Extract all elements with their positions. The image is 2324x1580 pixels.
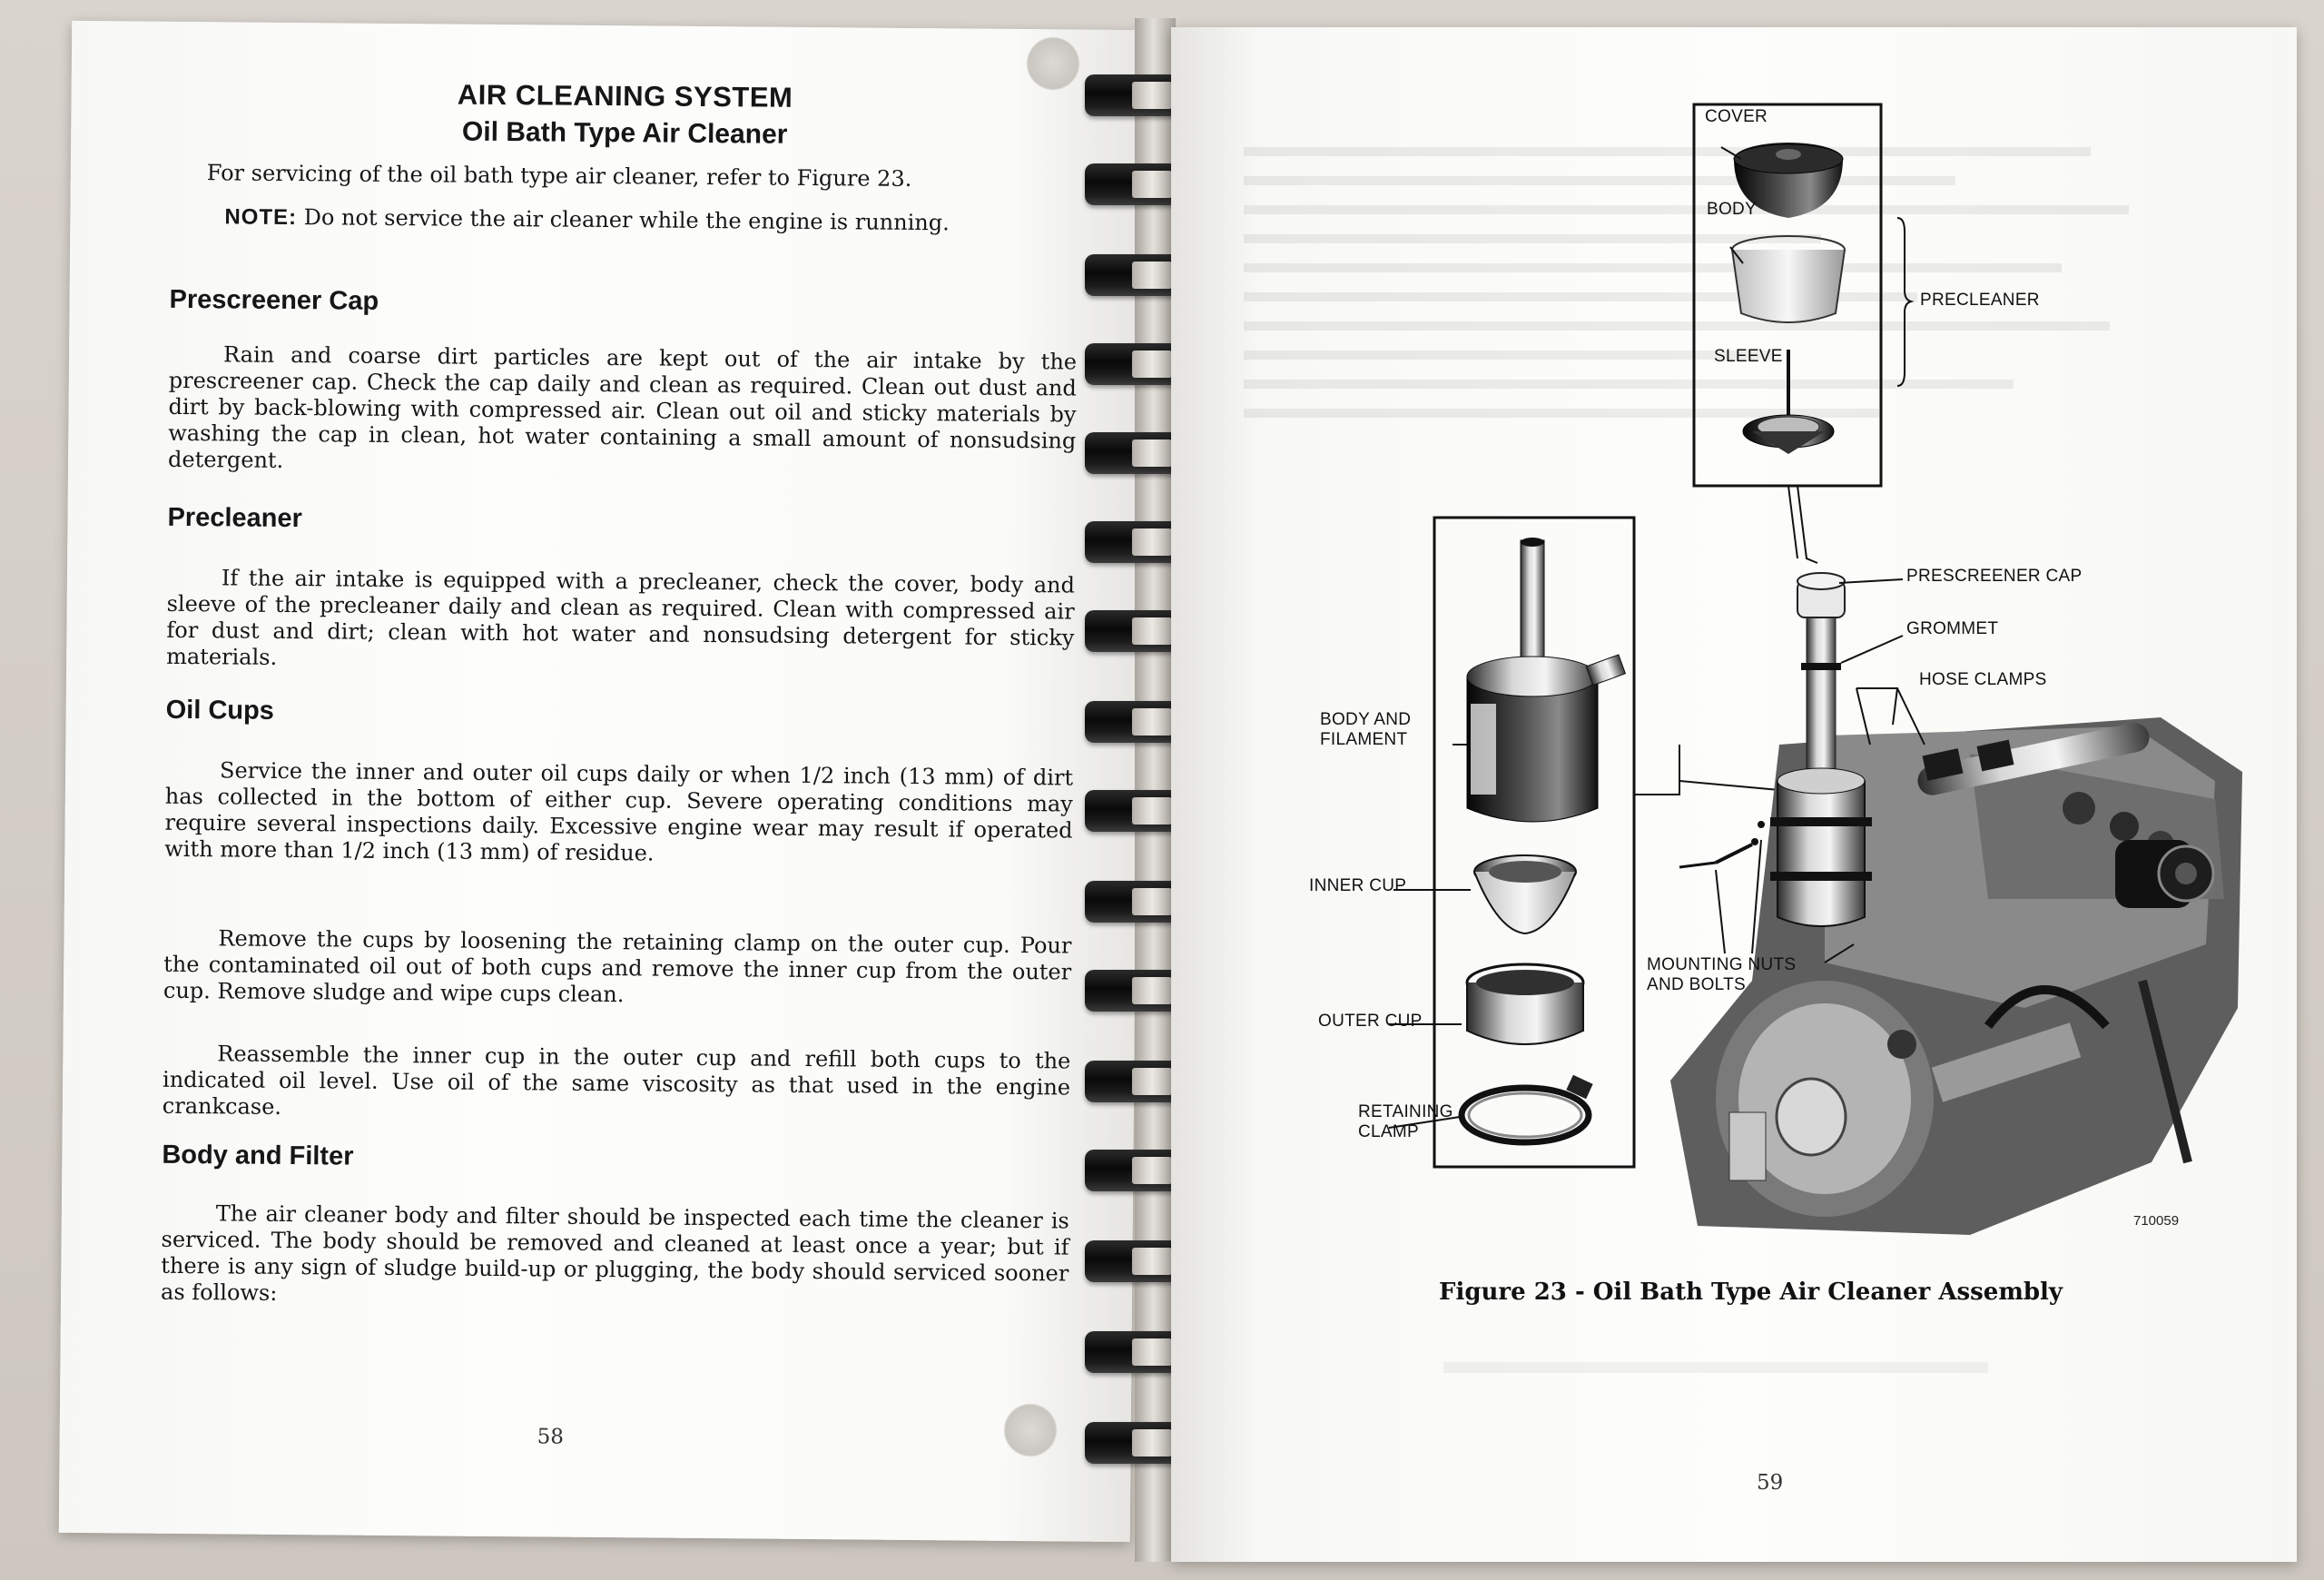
callout-retaining: RETAINING bbox=[1358, 1102, 1453, 1121]
figure-id: 710059 bbox=[2133, 1213, 2180, 1229]
punch-hole-bottom bbox=[1003, 1403, 1058, 1457]
precleaner-exploded-view bbox=[1694, 104, 1911, 486]
callout-inner-cup: INNER CUP bbox=[1309, 876, 1407, 895]
heading-oil-cups: Oil Cups bbox=[165, 695, 275, 726]
exploded-components-view bbox=[1434, 518, 1634, 1167]
callout-filament: FILAMENT bbox=[1320, 730, 1408, 749]
callout-outer-cup: OUTER CUP bbox=[1318, 1012, 1423, 1031]
para-oil-cups-2: Remove the cups by loosening the retaining clamp on the outer cup. Pour the contaminated oil out of both cups and remove the inner cup from the outer cup. Remove sludge and wipe cups clean. bbox=[162, 925, 1072, 1008]
heading-precleaner: Precleaner bbox=[167, 502, 302, 534]
note-label: NOTE: bbox=[224, 204, 298, 231]
note-text: Do not service the air cleaner while the engine is running. bbox=[296, 204, 950, 236]
retaining-clamp-part bbox=[1462, 1075, 1593, 1142]
para-oil-cups-3: Reassemble the inner cup in the outer cup and refill both cups to the indicated oil level. Use oil of the same viscosity as that used in the engine crankcase. bbox=[162, 1041, 1071, 1120]
section-subtitle: Oil Bath Type Air Cleaner bbox=[461, 116, 788, 150]
callout-clamp: CLAMP bbox=[1358, 1122, 1419, 1141]
section-title: AIR CLEANING SYSTEM bbox=[457, 78, 793, 114]
left-page bbox=[59, 21, 1143, 1542]
precleaner-body-part bbox=[1732, 236, 1845, 322]
note-block bbox=[170, 203, 1078, 238]
heading-prescreener-cap: Prescreener Cap bbox=[169, 284, 379, 316]
callout-mounting-nuts: MOUNTING NUTS bbox=[1647, 955, 1797, 974]
callout-sleeve: SLEEVE bbox=[1714, 347, 1783, 366]
outer-cup-part bbox=[1467, 964, 1583, 1044]
intro-text: For servicing of the oil bath type air cleaner, refer to Figure 23. bbox=[206, 160, 912, 192]
page-number-right: 59 bbox=[1757, 1471, 1784, 1495]
callout-precleaner: PRECLEANER bbox=[1920, 291, 2040, 310]
punch-hole-top bbox=[1026, 36, 1080, 91]
right-page bbox=[1171, 27, 2297, 1562]
callout-hose-clamps: HOSE CLAMPS bbox=[1919, 670, 2047, 689]
bleed-through-caption bbox=[1443, 1362, 1988, 1373]
callout-cover: COVER bbox=[1705, 107, 1768, 126]
para-oil-cups-1: Service the inner and outer oil cups daily or when 1/2 inch (13 mm) of dirt has collected in the bottom of either cup. Severe operating conditions may require several inspections daily. Excessive engine wear may result if operated with more than 1/2 inch (13 mm) of residue. bbox=[164, 757, 1074, 866]
callout-and-bolts: AND BOLTS bbox=[1647, 975, 1746, 994]
para-prescreener-cap: Rain and coarse dirt particles are kept out of the air intake by the prescreener cap. Check the cap daily and clean as required. Clean out dust and dirt by back-blowing with compressed air. Clean out oil and sticky materials by washing the cap in clean, hot water containing a small amount of nonsudsing detergent. bbox=[167, 341, 1078, 473]
heading-body-filter: Body and Filter bbox=[162, 1140, 354, 1171]
figure-caption: Figure 23 - Oil Bath Type Air Cleaner Assembly bbox=[1439, 1279, 2063, 1306]
page-number-left: 58 bbox=[537, 1425, 565, 1449]
para-body-filter: The air cleaner body and filter should be inspected each time the cleaner is serviced. The body should be removed and cleaned at least once a year; but if there is any sign of sludge build-up or plugging, the body should serviced sooner as follows: bbox=[160, 1200, 1069, 1306]
body-filament-part bbox=[1467, 538, 1625, 822]
callout-grommet: GROMMET bbox=[1906, 619, 1999, 638]
callout-body-and: BODY AND bbox=[1320, 710, 1412, 729]
callout-body: BODY bbox=[1707, 200, 1758, 219]
callout-prescreener-cap: PRESCREENER CAP bbox=[1906, 567, 2083, 586]
inner-cup-part bbox=[1474, 855, 1576, 933]
para-precleaner: If the air intake is equipped with a precleaner, check the cover, body and sleeve of the precleaner daily and clean as required. Clean with compressed air for dust and dirt; clean with hot water and nonsudsing detergent for sticky materials. bbox=[166, 565, 1076, 670]
